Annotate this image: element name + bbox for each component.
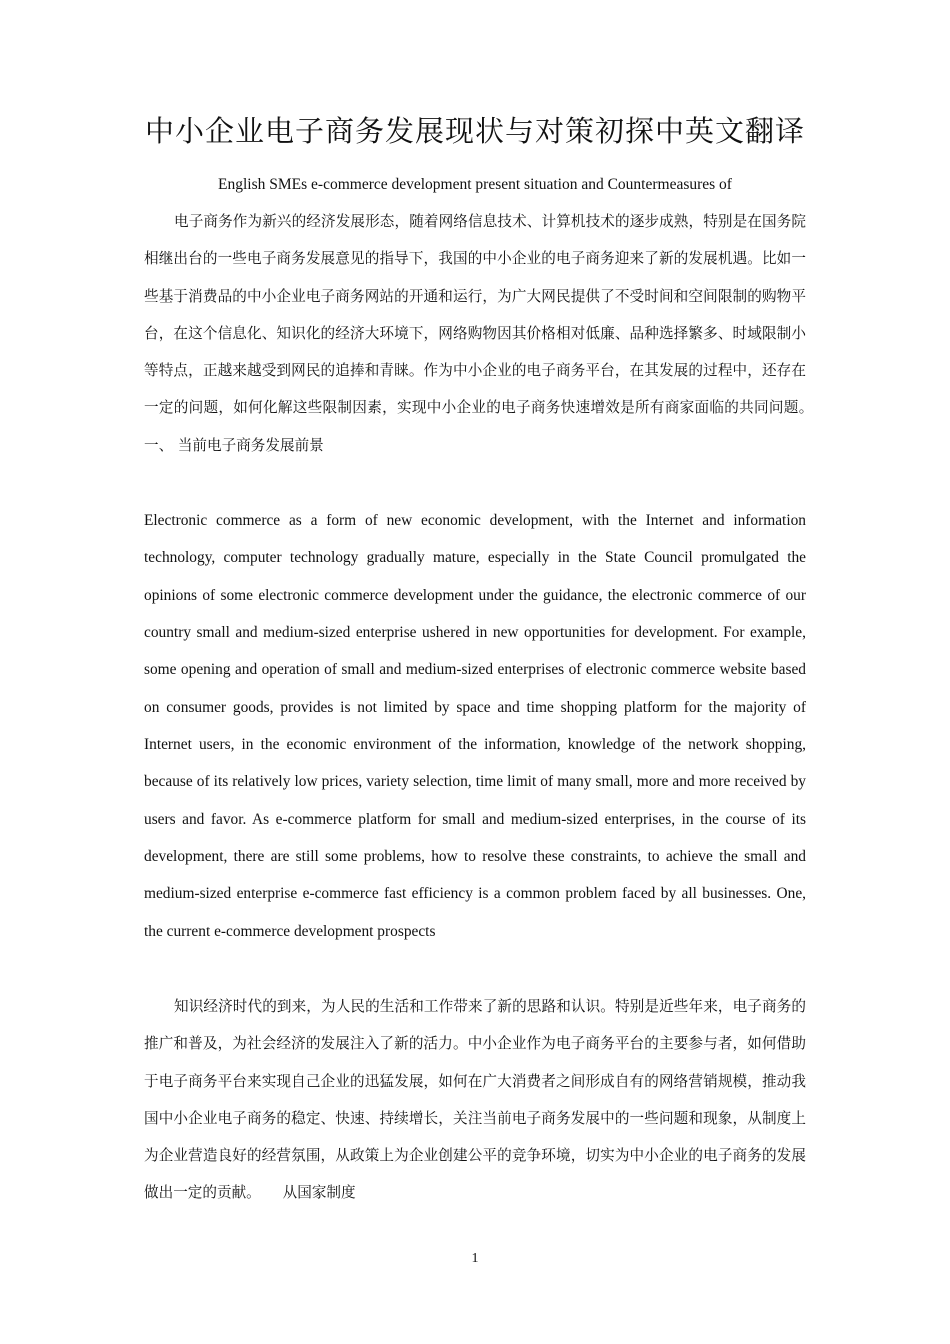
- paragraph-chinese-knowledge-economy: 知识经济时代的到来，为人民的生活和工作带来了新的思路和认识。特别是近些年来，电子商务的推广和普及，为社会经济的发展注入了新的活力。中小企业作为电子商务平台的主要参与者，如何借助于电子商务平台来实现自己企业的迅猛发展，如何在广大消费者之间形成自有的网络营销规模，推动我国中小企业电子商务的稳定、快速、持续增长，关注当前电子商务发展中的一些问题和现象，从制度上为企业营造良好的经营氛围，从政策上为企业创建公平的竞争环境，切实为中小企业的电子商务的发展做出一定的贡献。 从国家制度: [144, 998, 806, 1202]
- paragraph-chinese-intro: 电子商务作为新兴的经济发展形态，随着网络信息技术、计算机技术的逐步成熟，特别是在国务院相继出台的一些电子商务发展意见的指导下，我国的中小企业的电子商务迎来了新的发展机遇。比如一些基于消费品的中小企业电子商务网站的开通和运行，为广大网民提供了不受时间和空间限制的购物平台，在这个信息化、知识化的经济大环境下，网络购物因其价格相对低廉、品种选择繁多、时域限制小等特点，正越来越受到网民的追捧和青睐。作为中小企业的电子商务平台，在其发展的过程中，还存在一定的问题，如何化解这些限制因素，实现中小企业的电子商务快速增效是所有商家面临的共同问题。 一、 当前电子商务发展前景: [144, 213, 836, 454]
- paragraph-english-intro: Electronic commerce as a form of new economic development, with the Internet and information technology, computer technology gradually mature, especially in the State Council promulgated the opinions of some electronic commerce development under the guidance, the electronic commerce of our country small and medium-sized enterprise ushered in new opportunities for development. For example, some opening and operation of small and medium-sized enterprises of electronic commerce website based on consumer goods, provides is not limited by space and time shopping platform for the majority of Internet users, in the economic environment of the information, knowledge of the network shopping, because of its relatively low prices, variety selection, time limit of many small, more and more received by users and favor. As e-commerce platform for small and medium-sized enterprises, in the course of its development, there are still some problems, how to resolve these constraints, to achieve the small and medium-sized enterprise e-commerce fast efficiency is a common problem faced by all businesses. One, the current e-commerce development prospects: [144, 512, 806, 940]
- page-number: 1: [471, 1251, 479, 1266]
- document-subtitle: English SMEs e-commerce development present situation and Countermeasures of: [218, 176, 732, 193]
- document-title: 中小企业电子商务发展现状与对策初探中英文翻译: [144, 114, 805, 148]
